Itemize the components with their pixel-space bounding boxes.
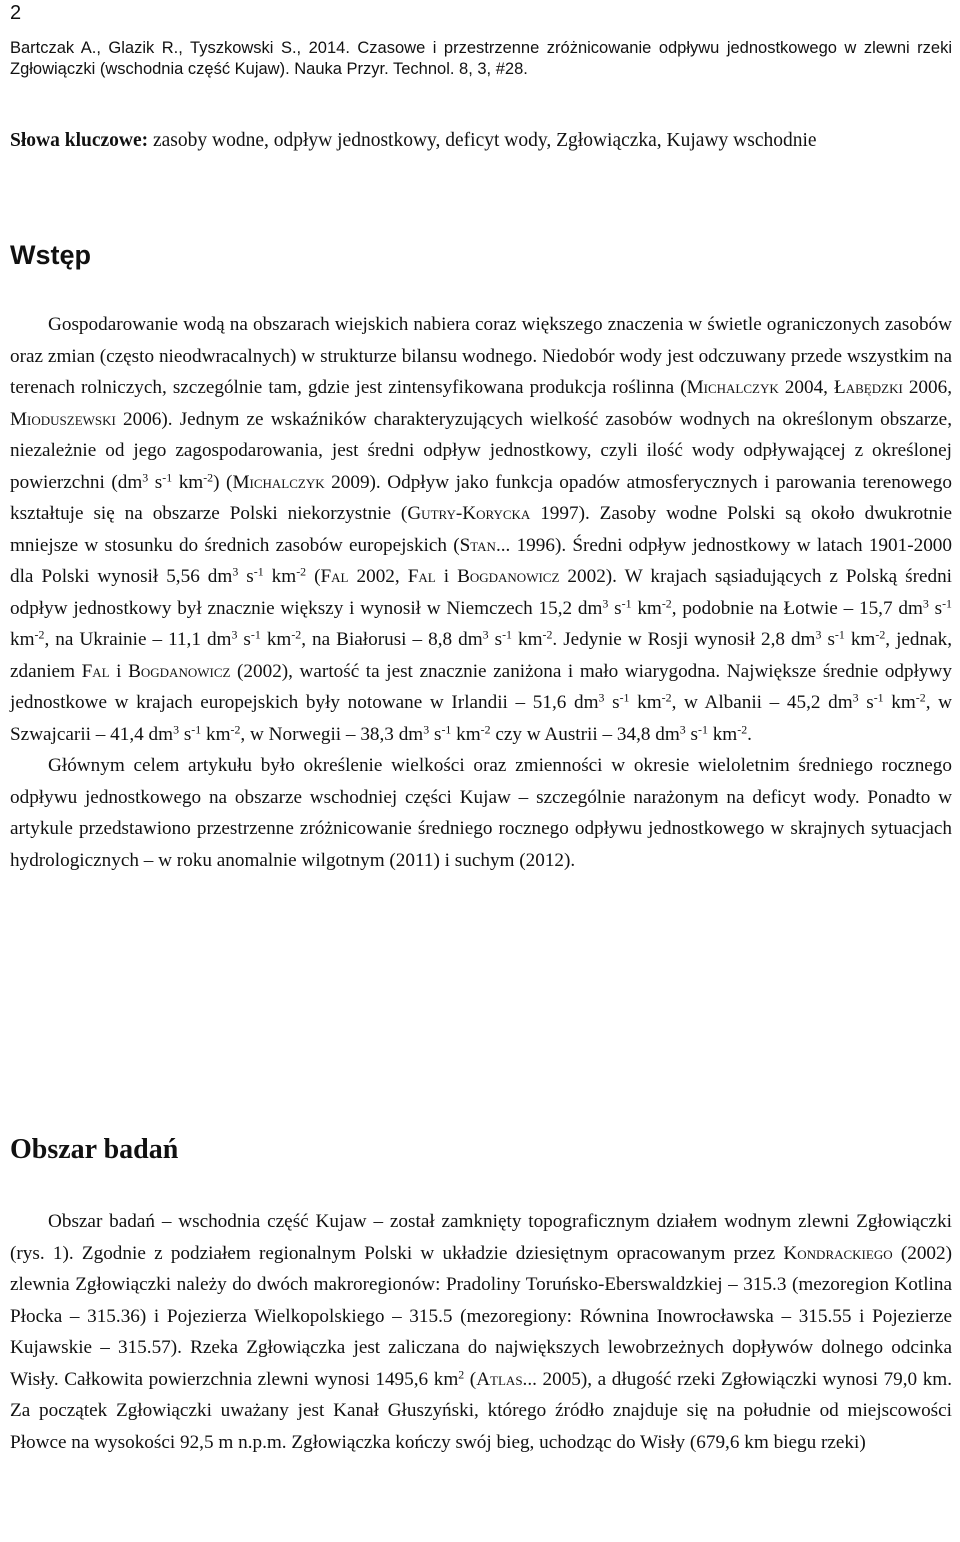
superscript: -1 [162,469,173,484]
superscript: -2 [875,627,886,642]
text-run: Głównym celem artykułu było określenie wielkości oraz zmienności w okresie wieloletnim średniego rocznego odpływu jednostkowego na obszarze wschodniej części Kujaw – szczególnie narażonym na deficyt wody. Ponadto w artykule przedstawiono przestrzenne zróżnicowanie średniego rocznego odpływu jednostkowego w skrajnych sytuacjach hydrologicznych – w roku anomalnie wilgotnym (2011) i suchym (2012). [10,755,952,871]
superscript: -1 [619,690,630,705]
text-run: s [608,597,622,619]
text-run: Obszar badań – wschodnia część Kujaw – został zamknięty topograficznym działem wodnym zlewni Zgłowiączki (rys. 1). Zgodnie z podziałem regionalnym Polski w układzie dziesiętnym opracowanym przez [10,1211,952,1264]
author-name: Gutry-Korycka [407,503,531,524]
text-run: ... 1996). Średni odpływ jednostkowy w latach 1901-2000 dla Polski wynosił 5,56 dm [10,534,952,587]
text-run: ... 2005), a długość rzeki Zgłowiączki wynosi 79,0 km. Za początek Zgłowiączki uważany jest Kanał Głuszyński, którego źródło znajduje się na południe od miejscowości Płowce na wysokości 92,5 m n.p.m. Zgłowiączka kończy swój bieg, uchodząc do Wisły (679,6 km biegu rzeki) [10,1368,953,1453]
text-run: Gospodarowanie wodą na obszarach wiejskich nabiera coraz większego znaczenia w świetle ograniczonych zasobów oraz zmian (często nieodwracalnych) w strukturze bilansu wodnego. Niedobór wody jest odczuwany przede wszystkim na terenach rolniczych, szczególnie tam, gdzie jest zintensyfikowana produkcja roślinna ( [10,314,952,398]
superscript: 3 [922,595,929,610]
keywords [10,125,952,156]
section-body-introduction [10,309,952,876]
text-run: i [435,566,458,587]
text-run: (2002) zlewnia Zgłowiączki należy do dwóch makroregionów: Pradoliny Toruńsko-Eberswaldzkiej – 315.3 (mezoregion Kotlina Płocka – 315.36) i Pojezierza Wielkopolskiego – 315.5 (mezoregiony: Równina Inowrocławska – 315.55 i Pojezierze Kujawskie – 315.57). Rzeka Zgłowiączka jest zaliczana do największych lewobrzeżnych dopływów dolnego odcinka Wisły. Całkowita powierzchnia zlewni wynosi 1495,6 km [10,1242,953,1390]
text-run: km [172,471,204,493]
superscript: -2 [542,627,553,642]
text-run: s [488,629,503,650]
text-run: s [179,723,192,745]
text-run: km [629,692,662,713]
text-run: km [10,629,35,650]
author-name: Fal [407,566,436,587]
text-run: , w Albanii – 45,2 dm [671,692,853,713]
author-name: Bogdanowicz [128,660,231,682]
paragraph [10,1206,952,1458]
superscript: 3 [231,627,238,642]
text-run: s [429,723,442,745]
text-run: ( [306,566,321,587]
text-run: i [109,660,129,682]
text-run: s [148,471,163,493]
superscript: -1 [441,721,452,736]
superscript: -1 [250,627,261,642]
superscript: -2 [661,690,672,705]
section-heading-introduction: Wstęp [10,240,91,270]
text-run: 2002). W krajach sąsiadujących z Polską średni odpływ jednostkowy był znacznie większy i wynosił w Niemczech 15,2 dm [10,566,953,619]
superscript: 3 [423,721,430,736]
superscript: -2 [230,721,241,736]
text-run: s [928,597,943,619]
text-run: s [685,723,698,745]
text-run: km [707,723,738,745]
superscript: 2 [458,1366,465,1381]
text-run: ) ( [213,471,233,493]
superscript: -2 [203,469,214,484]
section-heading-study-area: Obszar badań [10,1134,179,1165]
keywords-label: Słowa kluczowe: [10,130,149,151]
superscript: -2 [661,595,672,610]
superscript: -1 [621,595,632,610]
text-run: 1997). Zasoby wodne Polski są około dwukrotnie mniejsze w stosunku do średnich zasobów europejskich ( [10,503,952,556]
superscript: 3 [815,627,822,642]
superscript: -2 [480,721,491,736]
superscript: -2 [737,721,748,736]
text-run: , na Ukrainie – 11,1 dm [44,629,232,650]
superscript: 3 [598,690,605,705]
section-body-study-area [10,1206,952,1458]
superscript: -1 [834,627,845,642]
text-run: s [858,692,874,713]
superscript: 3 [232,564,239,579]
text-run: km [263,566,297,587]
text-run: , w Norwegii – 38,3 dm [240,723,424,745]
text-run: 2006). Jednym ze wskaźników charakteryzujących wielkość zasobów wodnych na określonym obszarze, niezależnie od jego zagospodarowania, jest średni odpływ jednostkowy, czyli ilość wody odpływającej z określonej powierzchni (dm [10,408,952,493]
text-run: . Jedynie w Rosji wynosił 2,8 dm [552,629,816,650]
author-name: Fal [320,566,349,587]
text-run: . [747,723,752,745]
citation: Bartczak A., Glazik R., Tyszkowski S., 2014. Czasowe i przestrzenne zróżnicowanie odpływu jednostkowego w zlewni rzeki Zgłowiączki (wschodnia część Kujaw). Nauka Przyr. Technol. 8, 3, #28. [10,39,952,78]
text-run: 2009). Odpływ jako funkcja opadów atmosferycznych i parowania terenowego kształtuje się na obszarze Polski niekorzystnie ( [10,471,952,524]
superscript: 3 [602,595,609,610]
superscript: -1 [502,627,512,642]
superscript: -1 [191,721,202,736]
text-run: s [604,692,620,713]
text-run: km [631,597,662,619]
author-name: Michalczyk [232,471,325,493]
text-run: s [238,566,254,587]
superscript: 3 [173,721,180,736]
text-run: 2004, [778,377,835,398]
text-run: 2002, [348,566,408,587]
superscript: -1 [698,721,708,736]
text-run: (2002), wartość ta jest znacznie zaniżona i mało wiarygodna. Największe średnie odpływy jednostkowe w krajach europejskich były notowane w Irlandii – 51,6 dm [10,660,952,713]
text-run: s [237,629,251,650]
author-name: Fal [81,660,110,682]
text-run: km [451,723,481,745]
text-run: s [821,629,835,650]
paragraph [10,750,952,876]
text-run: , na Białorusi – 8,8 dm [301,629,483,650]
text-run: km [883,692,916,713]
superscript: 3 [852,690,859,705]
author-name: Michalczyk [686,377,779,398]
author-name: Łabędzki [834,377,903,398]
text-run: km [511,629,543,650]
superscript: -1 [873,690,884,705]
superscript: -1 [942,595,952,610]
text-run: czy w Austrii – 34,8 dm [490,723,680,745]
superscript: -2 [34,627,45,642]
author-name: Stan [459,534,496,556]
superscript: -2 [915,690,926,705]
text-run: km [844,629,876,650]
author-name: Mioduszewski [10,408,116,430]
text-run: ( [464,1368,477,1390]
text-run: , jednak, zdaniem [10,629,953,682]
author-name: Kondrackiego [783,1242,893,1264]
author-name: Atlas [476,1368,523,1390]
text-run: km [260,629,292,650]
superscript: 3 [482,627,489,642]
text-run: 2006, [902,377,953,398]
paragraph [10,309,952,750]
superscript: -2 [291,627,302,642]
superscript: 3 [142,469,149,484]
text-run: km [201,723,231,745]
superscript: -2 [296,564,307,579]
text-run: , podobnie na Łotwie – 15,7 dm [671,597,923,619]
author-name: Bogdanowicz [457,566,560,587]
superscript: 3 [679,721,686,736]
page-number: 2 [10,2,22,24]
text-run: , w Szwajcarii – 41,4 dm [10,692,953,745]
superscript: -1 [253,564,264,579]
keywords-text: zasoby wodne, odpływ jednostkowy, deficyt wody, Zgłowiączka, Kujawy wschodnie [148,130,817,151]
